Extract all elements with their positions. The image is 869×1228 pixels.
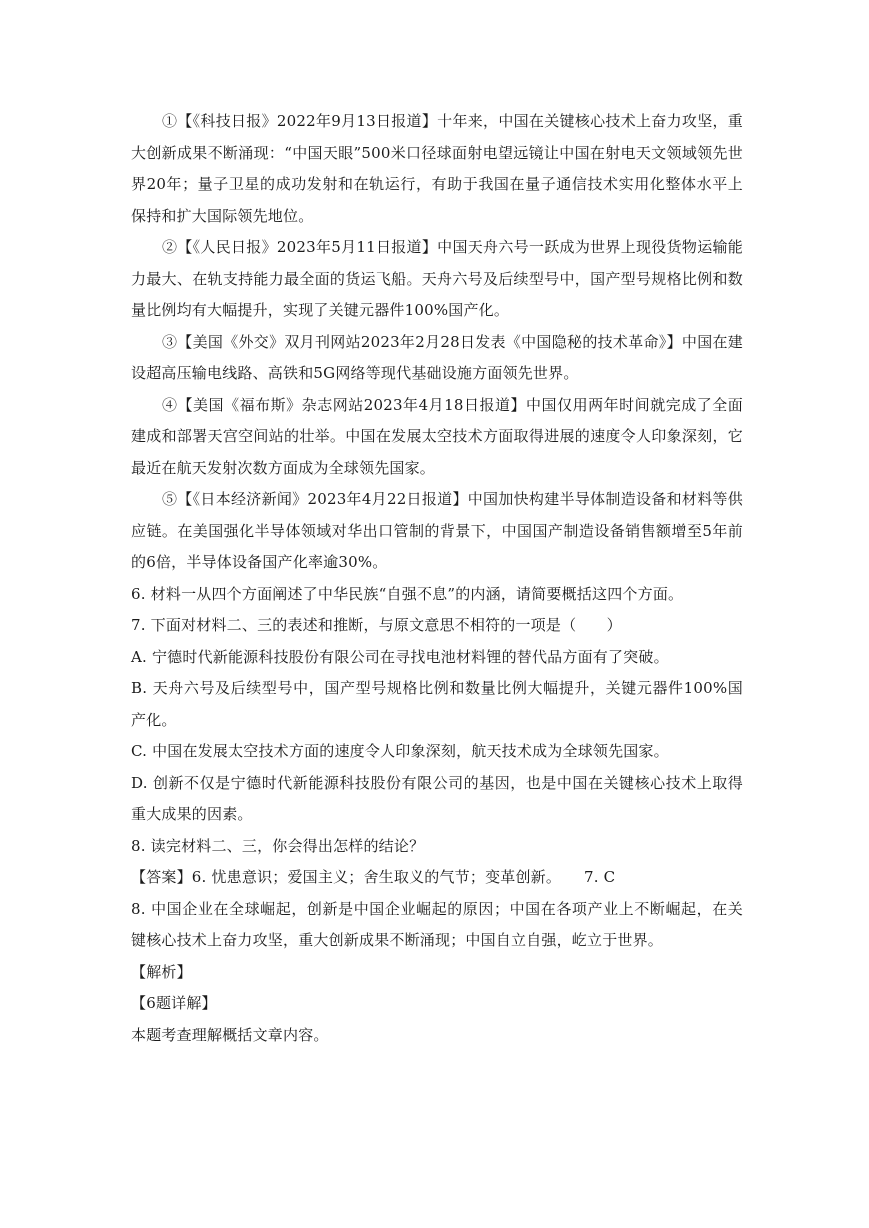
analysis-text: 本题考查理解概括文章内容。 (131, 1025, 329, 1044)
answer-line-2: 8. 中国企业在全球崛起，创新是中国企业崛起的原因；中国在各项产业上不断崛起，在关键核心技术上奋力攻坚，重大创新成果不断涌现；中国自立自强，屹立于世界。 (131, 899, 743, 949)
answer-line-1: 【答案】6. 忧患意识；爱国主义；舍生取义的气节；变革创新。 7. C (131, 868, 616, 886)
question-8: 8. 读完材料二、三，你会得出怎样的结论？ (131, 836, 425, 855)
analysis-heading: 【解析】 (131, 962, 192, 981)
material-paragraph-1: ①【《科技日报》2022年9月13日报道】十年来，中国在关键核心技术上奋力攻坚，重大创新成果不断涌现：“中国天眼”500米口径球面射电望远镜让中国在射电天文领域领先世界20年；量子卫星的成功发射和在轨运行，有助于我国在量子通信技术实用化整体水平上保持和扩大国际领先地位。 (131, 112, 743, 225)
question-6: 6. 材料一从四个方面阐述了中华民族“自强不息”的内涵，请简要概括这四个方面。 (131, 584, 684, 603)
question-7-option-c: C. 中国在发展太空技术方面的速度令人印象深刻，航天技术成为全球领先国家。 (131, 742, 669, 760)
analysis-subheading: 【6题详解】 (131, 994, 217, 1012)
question-7-option-b: B. 天舟六号及后续型号中，国产型号规格比例和数量比例大幅提升，关键元器件100%国产化。 (131, 679, 743, 729)
material-paragraph-4: ④【美国《福布斯》杂志网站2023年4月18日报道】中国仅用两年时间就完成了全面建成和部署天宫空间站的壮举。中国在发展太空技术方面取得进展的速度令人印象深刻，它最近在航天发射次数方面成为全球领先国家。 (131, 395, 743, 477)
question-7: 7. 下面对材料二、三的表述和推断，与原文意思不相符的一项是（ ） (131, 616, 622, 634)
material-paragraph-3: ③【美国《外交》双月刊网站2023年2月28日发表《中国隐秘的技术革命》】中国在建设超高压输电线路、高铁和5G网络等现代基础设施方面领先世界。 (131, 332, 743, 382)
question-7-option-d: D. 创新不仅是宁德时代新能源科技股份有限公司的基因，也是中国在关键核心技术上取得重大成果的因素。 (131, 773, 743, 823)
document-page (131, 106, 743, 1051)
question-7-option-a: A. 宁德时代新能源科技股份有限公司在寻找电池材料锂的替代品方面有了突破。 (131, 647, 669, 666)
material-paragraph-5: ⑤【《日本经济新闻》2023年4月22日报道】中国加快构建半导体制造设备和材料等供应链。在美国强化半导体领域对华出口管制的背景下，中国国产制造设备销售额增至5年前的6倍，半导体设备国产化率逾30%。 (131, 490, 743, 571)
material-paragraph-2: ②【《人民日报》2023年5月11日报道】中国天舟六号一跃成为世界上现役货物运输能力最大、在轨支持能力最全面的货运飞船。天舟六号及后续型号中，国产型号规格比例和数量比例均有大幅提升，实现了关键元器件100%国产化。 (131, 238, 743, 319)
